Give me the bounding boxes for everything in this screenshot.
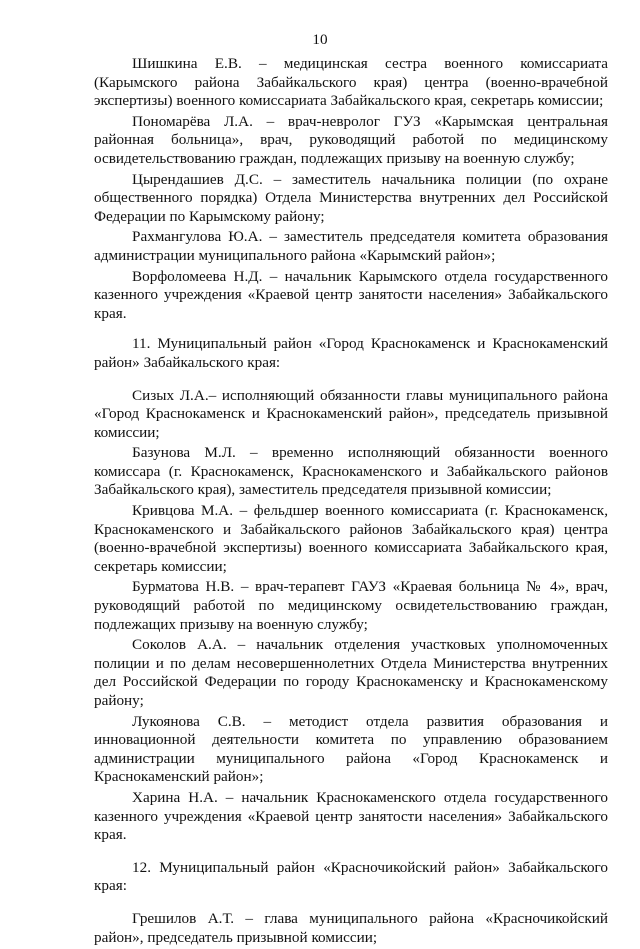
paragraph-krivtsova: Кривцова М.А. – фельдшер военного комиссариата (г. Краснокаменск, Краснокаменского и Забайкальского районов Забайкальского края) центра (военно-врачебной экспертизы) военного комиссариата Забайкальского края, секретарь комиссии; [94,502,608,575]
section-heading-11: 11. Муниципальный район «Город Краснокаменск и Краснокаменский район» Забайкальского края: [94,335,608,371]
paragraph-ponomareva: Пономарёва Л.А. – врач-невролог ГУЗ «Карымская центральная районная больница», врач, руководящий работой по медицинскому освидетельствованию граждан, подлежащих призыву на военную службу; [94,112,608,167]
paragraph-rakhmangulova: Рахмангулова Ю.А. – заместитель председателя комитета образования администрации муниципального района «Карымский район»; [94,228,608,264]
paragraph-lukoyanova: Лукоянова С.В. – методист отдела развития образования и инновационной деятельности комитета по управлению образованием администрации муниципального района «Город Краснокаменск и Краснокаменский район»; [94,712,608,786]
paragraph-greshilov: Грешилов А.Т. – глава муниципального района «Красночикойский район», председатель призывной комиссии; [94,909,608,946]
section-heading-12: 12. Муниципальный район «Красночикойский район» Забайкальского края: [94,858,608,895]
paragraph-sizykh: Сизых Л.А.– исполняющий обязанности главы муниципального района «Город Краснокаменск и Краснокаменский район», председатель призывной комиссии; [94,386,608,441]
document-body [94,55,608,949]
paragraph-shishkina: Шишкина Е.В. – медицинская сестра военного комиссариата (Карымского района Забайкальского края) центра (военно-врачебной экспертизы) военного комиссариата Забайкальского края, секретарь комиссии; [94,55,608,110]
paragraph-sokolov: Соколов А.А. – начальник отделения участковых уполномоченных полиции и по делам несовершеннолетних Отдела Министерства внутренних дел Российской Федерации по городу Краснокаменску и Краснокаменскому району; [94,636,608,709]
paragraph-tsyrendashiev: Цырендашиев Д.С. – заместитель начальника полиции (по охране общественного порядка) Отдела Министерства внутренних дел Российской Федерации по Карымскому району; [94,170,608,225]
paragraph-burmatova: Бурматова Н.В. – врач-терапевт ГАУЗ «Краевая больница № 4», врач, руководящий работой по медицинскому освидетельствованию граждан, подлежащих призыву на военную службу; [94,578,608,633]
paragraph-vorfolomeeva: Ворфоломеева Н.Д. – начальник Карымского отдела государственного казенного учреждения «Краевой центр занятости населения» Забайкальского края. [94,267,608,322]
page-number: 10 [312,31,328,48]
paragraph-bazunova: Базунова М.Л. – временно исполняющий обязанности военного комиссара (г. Краснокаменск, Краснокаменского и Забайкальского районов Забайкальского края), заместитель председателя призывной комиссии; [94,444,608,499]
paragraph-kharina: Харина Н.А. – начальник Краснокаменского отдела государственного казенного учреждения «Краевой центр занятости населения» Забайкальского края. [94,788,608,844]
